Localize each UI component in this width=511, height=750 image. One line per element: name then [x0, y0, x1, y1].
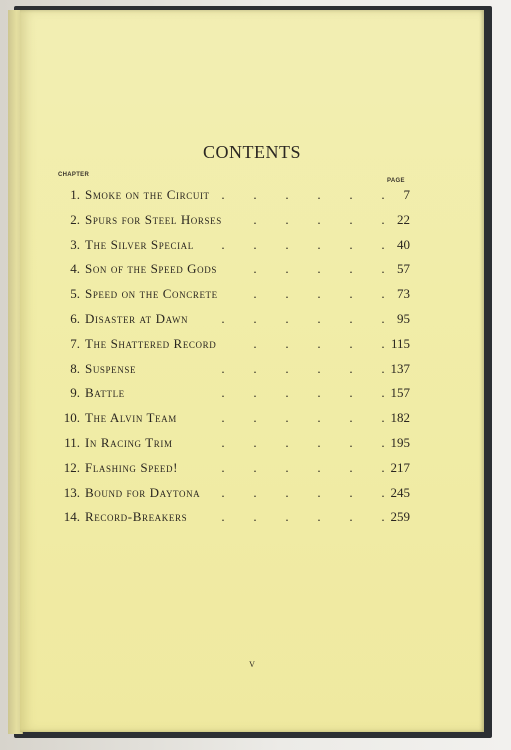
chapter-page-number: 245 [390, 484, 410, 500]
toc-entry: 3. The Silver Special . . . . . . 40 [20, 232, 484, 257]
chapter-number: 11. [64, 434, 80, 450]
chapter-page-number: 57 [397, 261, 410, 277]
chapter-column-label: CHAPTER [58, 172, 90, 178]
chapter-title: The Alvin Team [85, 410, 177, 426]
toc-entry: 6. Disaster at Dawn . . . . . . 95 [20, 306, 484, 331]
chapter-page-number: 22 [397, 211, 410, 227]
chapter-page-number: 259 [390, 509, 410, 525]
toc-entry: 9. Battle . . . . . . 157 [20, 380, 484, 405]
chapter-page-number: 95 [397, 310, 410, 326]
chapter-number: 14. [63, 509, 80, 525]
chapter-number: 12. [63, 459, 80, 475]
toc-entry: 7. The Shattered Record . . . . . 115 [20, 331, 484, 356]
chapter-number: 1. [70, 187, 80, 202]
chapter-title: Record-Breakers [85, 509, 188, 525]
table-of-contents [20, 182, 484, 529]
toc-entry: 4. Son of the Speed Gods . . . . . 57 [20, 256, 484, 281]
toc-entry: 12. Flashing Speed! . . . . . . 217 [20, 455, 484, 480]
chapter-title: The Silver Special [85, 236, 194, 252]
toc-entry: 1. Smoke on the Circuit . . . . . . 7 [20, 182, 484, 207]
toc-entry: 11. In Racing Trim . . . . . . 195 [20, 430, 484, 455]
chapter-title: The Shattered Record [85, 335, 217, 351]
chapter-page-number: 217 [390, 459, 410, 475]
chapter-page-number: 7 [403, 187, 410, 202]
toc-entry: 5. Speed on the Concrete . . . . . 73 [20, 281, 484, 306]
chapter-title: Flashing Speed! [85, 459, 179, 475]
chapter-page-number: 115 [390, 335, 410, 351]
chapter-title: Battle [85, 385, 125, 401]
page-column-label: PAGE [387, 178, 405, 184]
chapter-page-number: 157 [390, 385, 410, 401]
chapter-title: Disaster at Dawn [85, 310, 189, 326]
toc-entry: 13. Bound for Daytona . . . . . . 245 [20, 480, 484, 505]
chapter-title: In Racing Trim [85, 434, 173, 450]
chapter-number: 2. [70, 211, 80, 227]
chapter-title: Suspense [85, 360, 137, 376]
chapter-title: Speed on the Concrete [85, 286, 218, 302]
chapter-number: 4. [70, 261, 80, 277]
chapter-number: 5. [70, 286, 80, 302]
chapter-page-number: 182 [390, 410, 410, 426]
toc-entry: 2. Spurs for Steel Horses . . . . . 22 [20, 207, 484, 232]
toc-entry: 10. The Alvin Team . . . . . . 182 [20, 405, 484, 430]
chapter-page-number: 73 [397, 286, 410, 302]
chapter-title: Son of the Speed Gods [85, 261, 217, 277]
chapter-title: Bound for Daytona [85, 484, 201, 500]
chapter-title: Spurs for Steel Horses [85, 211, 222, 227]
toc-entry: 8. Suspense . . . . . . 137 [20, 356, 484, 381]
chapter-title: Smoke on the Circuit [85, 187, 210, 202]
chapter-number: 9. [70, 385, 80, 401]
chapter-number: 3. [70, 236, 80, 252]
chapter-number: 7. [70, 335, 80, 351]
toc-entry: 14. Record-Breakers . . . . . . 259 [20, 504, 484, 529]
chapter-number: 13. [63, 484, 80, 500]
chapter-page-number: 40 [397, 236, 410, 252]
page-number: v [249, 656, 255, 670]
chapter-page-number: 195 [390, 434, 410, 450]
chapter-page-number: 137 [390, 360, 410, 376]
chapter-number: 8. [70, 360, 80, 376]
book-page [20, 10, 484, 732]
chapter-number: 6. [70, 310, 80, 326]
page-title: CONTENTS [203, 142, 301, 162]
chapter-number: 10. [63, 410, 80, 426]
